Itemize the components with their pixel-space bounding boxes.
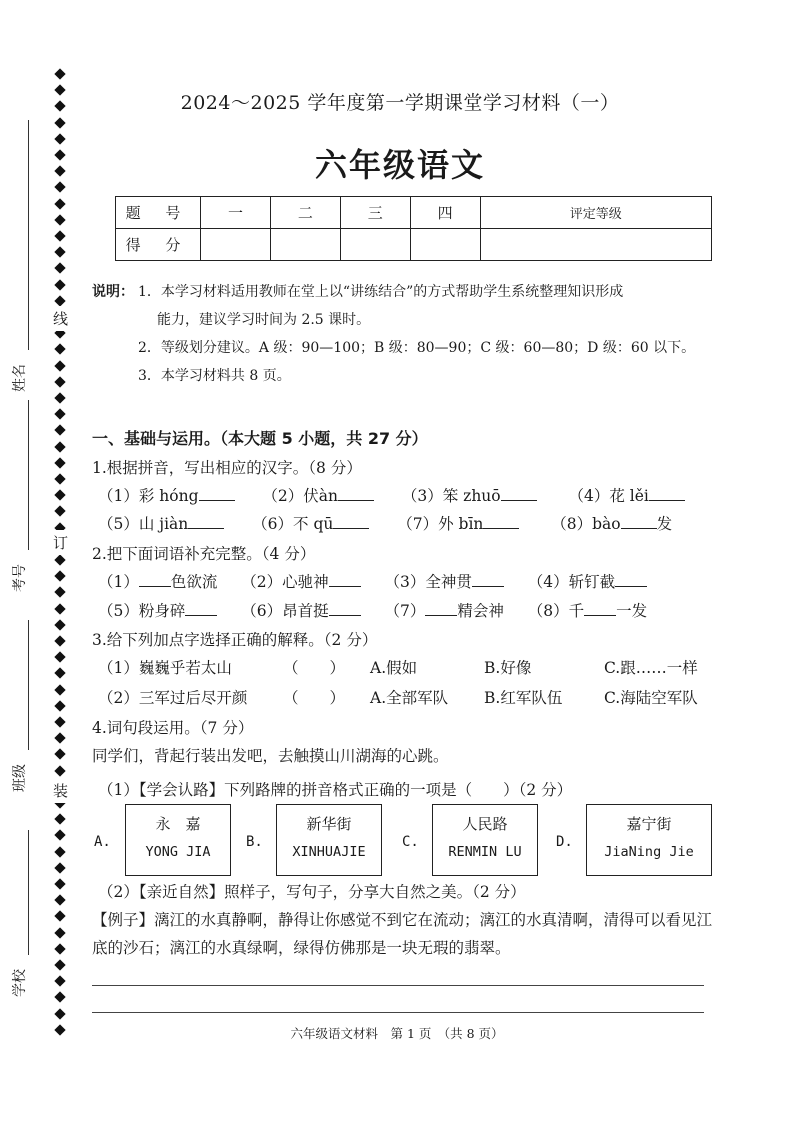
- binding-diamond-border: [55, 70, 67, 1040]
- binding-diamond: [54, 344, 65, 355]
- binding-diamond: [54, 230, 65, 241]
- grade-column: 评定等级: [480, 197, 711, 229]
- notes-prefix: 说明：: [92, 284, 134, 300]
- binding-diamond: [54, 943, 65, 954]
- binding-diamond: [54, 652, 65, 663]
- binding-diamond: [54, 911, 65, 922]
- q1-title: 1.根据拼音，写出相应的汉字。（8 分）: [92, 459, 362, 477]
- binding-word-zhuang: 装: [53, 778, 68, 803]
- q3-2-stem: （2）三军过后尽开颜: [98, 689, 248, 707]
- sign-d-chinese: 嘉宁街: [626, 815, 672, 833]
- binding-diamond: [54, 425, 65, 436]
- binding-diamond: [54, 587, 65, 598]
- binding-diamond: [54, 1008, 65, 1019]
- q3-2-option-b[interactable]: B.红军队伍: [484, 689, 563, 707]
- binding-diamond: [54, 976, 65, 987]
- binding-diamond: [54, 85, 65, 96]
- sign-option-d-letter[interactable]: D.: [556, 834, 573, 850]
- q1-blank-6[interactable]: [333, 512, 369, 529]
- q3-1-answer-paren[interactable]: （ ）: [283, 659, 346, 677]
- binding-diamond: [54, 846, 65, 857]
- q1-blank-7[interactable]: [483, 512, 519, 529]
- binding-diamond: [54, 182, 65, 193]
- q3-2-option-c[interactable]: C.海陆空军队: [604, 689, 698, 707]
- binding-diamond: [54, 133, 65, 144]
- score-label: 得 分: [116, 229, 201, 261]
- binding-diamond: [54, 619, 65, 630]
- binding-diamond: [54, 716, 65, 727]
- sign-option-b-letter[interactable]: B.: [246, 834, 263, 850]
- q1-item-1: （1）彩 hóng: [98, 487, 235, 505]
- binding-diamond: [54, 862, 65, 873]
- column-1: 一: [201, 197, 271, 229]
- column-4: 四: [410, 197, 480, 229]
- binding-diamond: [54, 992, 65, 1003]
- binding-diamond: [54, 166, 65, 177]
- column-3: 三: [340, 197, 410, 229]
- answer-line-1[interactable]: [92, 985, 704, 986]
- q2-item-6: （6）昂首挺: [241, 602, 360, 620]
- binding-diamond: [54, 927, 65, 938]
- binding-diamond: [54, 733, 65, 744]
- binding-diamond: [54, 765, 65, 776]
- q2-row-1: [98, 570, 647, 592]
- question-number-row: [116, 197, 712, 229]
- term-title: 2024～2025 学年度第一学期课堂学习材料（一）: [180, 92, 620, 114]
- q1-item-7: （7）外 bīn: [397, 515, 519, 533]
- binding-diamond: [54, 684, 65, 695]
- q2-blank-7[interactable]: [425, 599, 457, 616]
- section-1-title: 一、基础与运用。（本大题 5 小题，共 27 分）: [92, 429, 428, 448]
- score-cell-3[interactable]: [340, 229, 410, 261]
- page-footer: 六年级语文材料 第 1 页 （共 8 页）: [290, 1026, 504, 1041]
- column-2: 二: [270, 197, 340, 229]
- q1-item-2: （2）伏àn: [262, 487, 374, 505]
- binding-diamond: [54, 247, 65, 258]
- binding-diamond: [54, 376, 65, 387]
- binding-diamond: [54, 279, 65, 290]
- sign-c-pinyin: RENMIN LU: [448, 844, 522, 860]
- note-1-cont: 能力，建议学习时间为 2.5 课时。: [157, 312, 371, 328]
- q3-1-option-c[interactable]: C.跟……一样: [604, 659, 698, 677]
- q1-row-2: [98, 512, 672, 534]
- q4-intro: 同学们，背起行装出发吧，去触摸山川湖海的心跳。: [92, 747, 449, 765]
- q4-title: 4.词句段运用。（7 分）: [92, 719, 254, 737]
- sign-b-pinyin: XINHUAJIE: [292, 844, 366, 860]
- q1-blank-8[interactable]: [621, 512, 657, 529]
- binding-diamond: [54, 101, 65, 112]
- binding-diamond: [54, 571, 65, 582]
- q2-title: 2.把下面词语补充完整。（4 分）: [92, 545, 316, 563]
- answer-line-2[interactable]: [92, 1012, 704, 1013]
- road-sign-c: [432, 804, 538, 876]
- q3-1-option-a[interactable]: A.假如: [370, 659, 418, 677]
- name-line: [28, 120, 29, 350]
- binding-diamond: [54, 603, 65, 614]
- binding-diamond: [54, 409, 65, 420]
- binding-diamond: [54, 895, 65, 906]
- binding-diamond: [54, 360, 65, 371]
- sign-a-pinyin: YONG JIA: [145, 844, 211, 860]
- q2-blank-1[interactable]: [139, 570, 171, 587]
- score-row: [116, 229, 712, 261]
- q2-blank-6[interactable]: [329, 599, 361, 616]
- road-sign-b: [276, 804, 382, 876]
- binding-diamond: [54, 68, 65, 79]
- q2-item-2: （2）心驰神: [241, 573, 360, 591]
- score-cell-2[interactable]: [270, 229, 340, 261]
- q4-example: 【例子】漓江的水真静啊，静得让你感觉不到它在流动；漓江的水真清啊，清得可以看见江底的沙石；漓江的水真绿啊，绿得仿佛那是一块无瑕的翡翠。: [92, 911, 713, 957]
- q1-item-8: （8）bào 发: [551, 515, 672, 533]
- binding-diamond: [54, 878, 65, 889]
- binding-word-ding: 订: [53, 530, 68, 555]
- q4-sub1: （1）【学会认路】下列路牌的拼音格式正确的一项是（ ）（2 分）: [98, 781, 573, 799]
- score-cell-4[interactable]: [410, 229, 480, 261]
- sign-option-c-letter[interactable]: C.: [402, 834, 419, 850]
- class-label: 班级: [12, 764, 28, 792]
- binding-diamond: [54, 814, 65, 825]
- binding-diamond: [54, 392, 65, 403]
- q1-blank-5[interactable]: [188, 512, 224, 529]
- binding-diamond: [54, 263, 65, 274]
- q2-item-1: （1） 色欲流: [98, 573, 217, 591]
- binding-diamond: [54, 1024, 65, 1035]
- q2-item-7: （7） 精会神: [385, 602, 504, 620]
- q3-2-option-a[interactable]: A.全部军队: [370, 689, 449, 707]
- q1-blank-2[interactable]: [338, 484, 374, 501]
- binding-word-xian: 线: [53, 306, 68, 331]
- question-number-label: 题 号: [116, 197, 201, 229]
- q2-item-3: （3）全神贯: [385, 573, 504, 591]
- binding-diamond: [54, 700, 65, 711]
- school-label: 学校: [12, 969, 28, 997]
- q2-blank-2[interactable]: [329, 570, 361, 587]
- binding-diamond: [54, 554, 65, 565]
- sign-a-chinese: 永 嘉: [155, 815, 201, 833]
- binding-diamond: [54, 490, 65, 501]
- binding-diamond: [54, 198, 65, 209]
- q4-sub2: （2）【亲近自然】照样子，写句子，分享大自然之美。（2 分）: [98, 883, 526, 901]
- q3-1-option-b[interactable]: B.好像: [484, 659, 532, 677]
- q2-blank-4[interactable]: [615, 570, 647, 587]
- sign-option-a-letter[interactable]: A.: [94, 834, 111, 850]
- score-table: [115, 196, 712, 261]
- binding-diamond: [54, 441, 65, 452]
- sign-d-pinyin: JiaNing Jie: [604, 844, 694, 860]
- exam-number-line: [28, 400, 29, 550]
- school-line: [28, 830, 29, 955]
- q3-title: 3.给下列加点字选择正确的解释。（2 分）: [92, 631, 378, 649]
- q2-row-2: [98, 599, 647, 621]
- binding-diamond: [54, 457, 65, 468]
- q1-blank-4[interactable]: [649, 484, 685, 501]
- binding-diamond: [54, 473, 65, 484]
- road-sign-d: [586, 804, 712, 876]
- q2-blank-3[interactable]: [472, 570, 504, 587]
- binding-diamond: [54, 635, 65, 646]
- subject-title: 六年级语文: [314, 146, 485, 184]
- binding-diamond: [54, 959, 65, 970]
- q1-item-6: （6）不 qū: [252, 515, 369, 533]
- binding-diamond: [54, 117, 65, 128]
- binding-diamond: [54, 214, 65, 225]
- exam-number-label: 考号: [12, 564, 28, 592]
- q1-item-4: （4）花 lěi: [569, 487, 685, 505]
- q2-blank-5[interactable]: [185, 599, 217, 616]
- q1-item-5: （5）山 jiàn: [98, 515, 224, 533]
- q1-row-1: [98, 484, 685, 506]
- q1-blank-3[interactable]: [501, 484, 537, 501]
- class-line: [28, 620, 29, 750]
- road-sign-a: [125, 804, 231, 876]
- q2-item-4: （4）斩钉截: [528, 573, 647, 591]
- q3-1-stem: （1）巍巍乎若太山: [98, 659, 232, 677]
- name-label: 姓名: [12, 364, 28, 392]
- note-3: 3．本学习材料共 8 页。: [138, 368, 291, 384]
- q3-2-answer-paren[interactable]: （ ）: [283, 689, 346, 707]
- binding-diamond: [54, 295, 65, 306]
- q2-item-8: （8）千 一发: [528, 602, 647, 620]
- q2-blank-8[interactable]: [584, 599, 616, 616]
- binding-diamond: [54, 668, 65, 679]
- note-1: 1．本学习材料适用教师在堂上以“讲练结合”的方式帮助学生系统整理知识形成: [138, 284, 624, 300]
- binding-diamond: [54, 149, 65, 160]
- q1-item-3: （3）笨 zhuō: [402, 487, 537, 505]
- sign-c-chinese: 人民路: [462, 815, 508, 833]
- binding-diamond: [54, 506, 65, 517]
- note-2: 2．等级划分建议。A 级：90—100；B 级：80—90；C 级：60—80；D 级：60 以下。: [138, 340, 696, 356]
- binding-diamond: [54, 830, 65, 841]
- score-cell-1[interactable]: [201, 229, 271, 261]
- sign-b-chinese: 新华街: [306, 815, 352, 833]
- q1-blank-1[interactable]: [199, 484, 235, 501]
- binding-diamond: [54, 749, 65, 760]
- q2-item-5: （5）粉身碎: [98, 602, 217, 620]
- score-cell-grade[interactable]: [480, 229, 711, 261]
